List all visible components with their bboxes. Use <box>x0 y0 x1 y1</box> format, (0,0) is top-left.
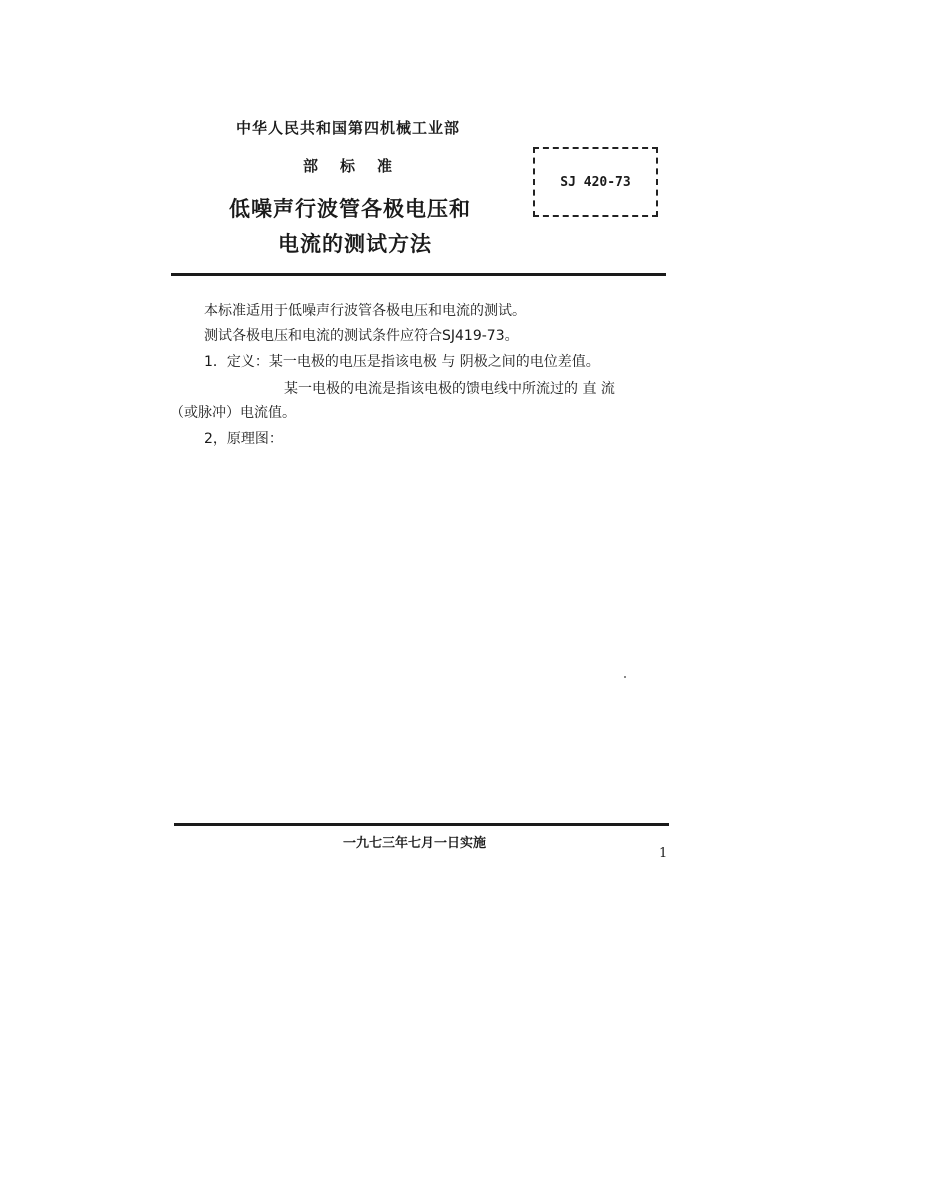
definition-current: 某一电极的电流是指该电极的馈电线中所流过的 直 流 <box>284 381 615 397</box>
page-number: 1 <box>659 846 668 861</box>
header-divider <box>171 273 666 276</box>
body-paragraph-conditions: 测试各极电压和电流的测试条件应符合SJ419-73。 <box>204 328 519 344</box>
standard-code: SJ 420-73 <box>560 174 631 190</box>
definition-voltage: 1．定义：某一电极的电压是指该电极 与 阴极之间的电位差值。 <box>204 354 600 370</box>
standard-code-box <box>533 147 658 217</box>
standard-type-char: 准 <box>377 157 393 175</box>
body-paragraph-scope: 本标准适用于低噪声行波管各极电压和电流的测试。 <box>204 303 526 319</box>
standard-type-char: 部 <box>303 157 319 175</box>
document-title-line-2: 电流的测试方法 <box>278 232 432 256</box>
effective-date: 一九七三年七月一日实施 <box>343 836 487 851</box>
issuing-ministry: 中华人民共和国第四机械工业部 <box>236 119 461 137</box>
definition-current-continued: （或脉冲）电流值。 <box>170 405 296 421</box>
document-title-line-1: 低噪声行波管各极电压和 <box>229 197 471 221</box>
scan-speck <box>624 676 626 678</box>
footer-divider <box>174 823 669 826</box>
section-schematic-heading: 2，原理图： <box>204 431 283 447</box>
standard-type-label <box>303 155 392 176</box>
standard-type-char: 标 <box>340 157 356 175</box>
